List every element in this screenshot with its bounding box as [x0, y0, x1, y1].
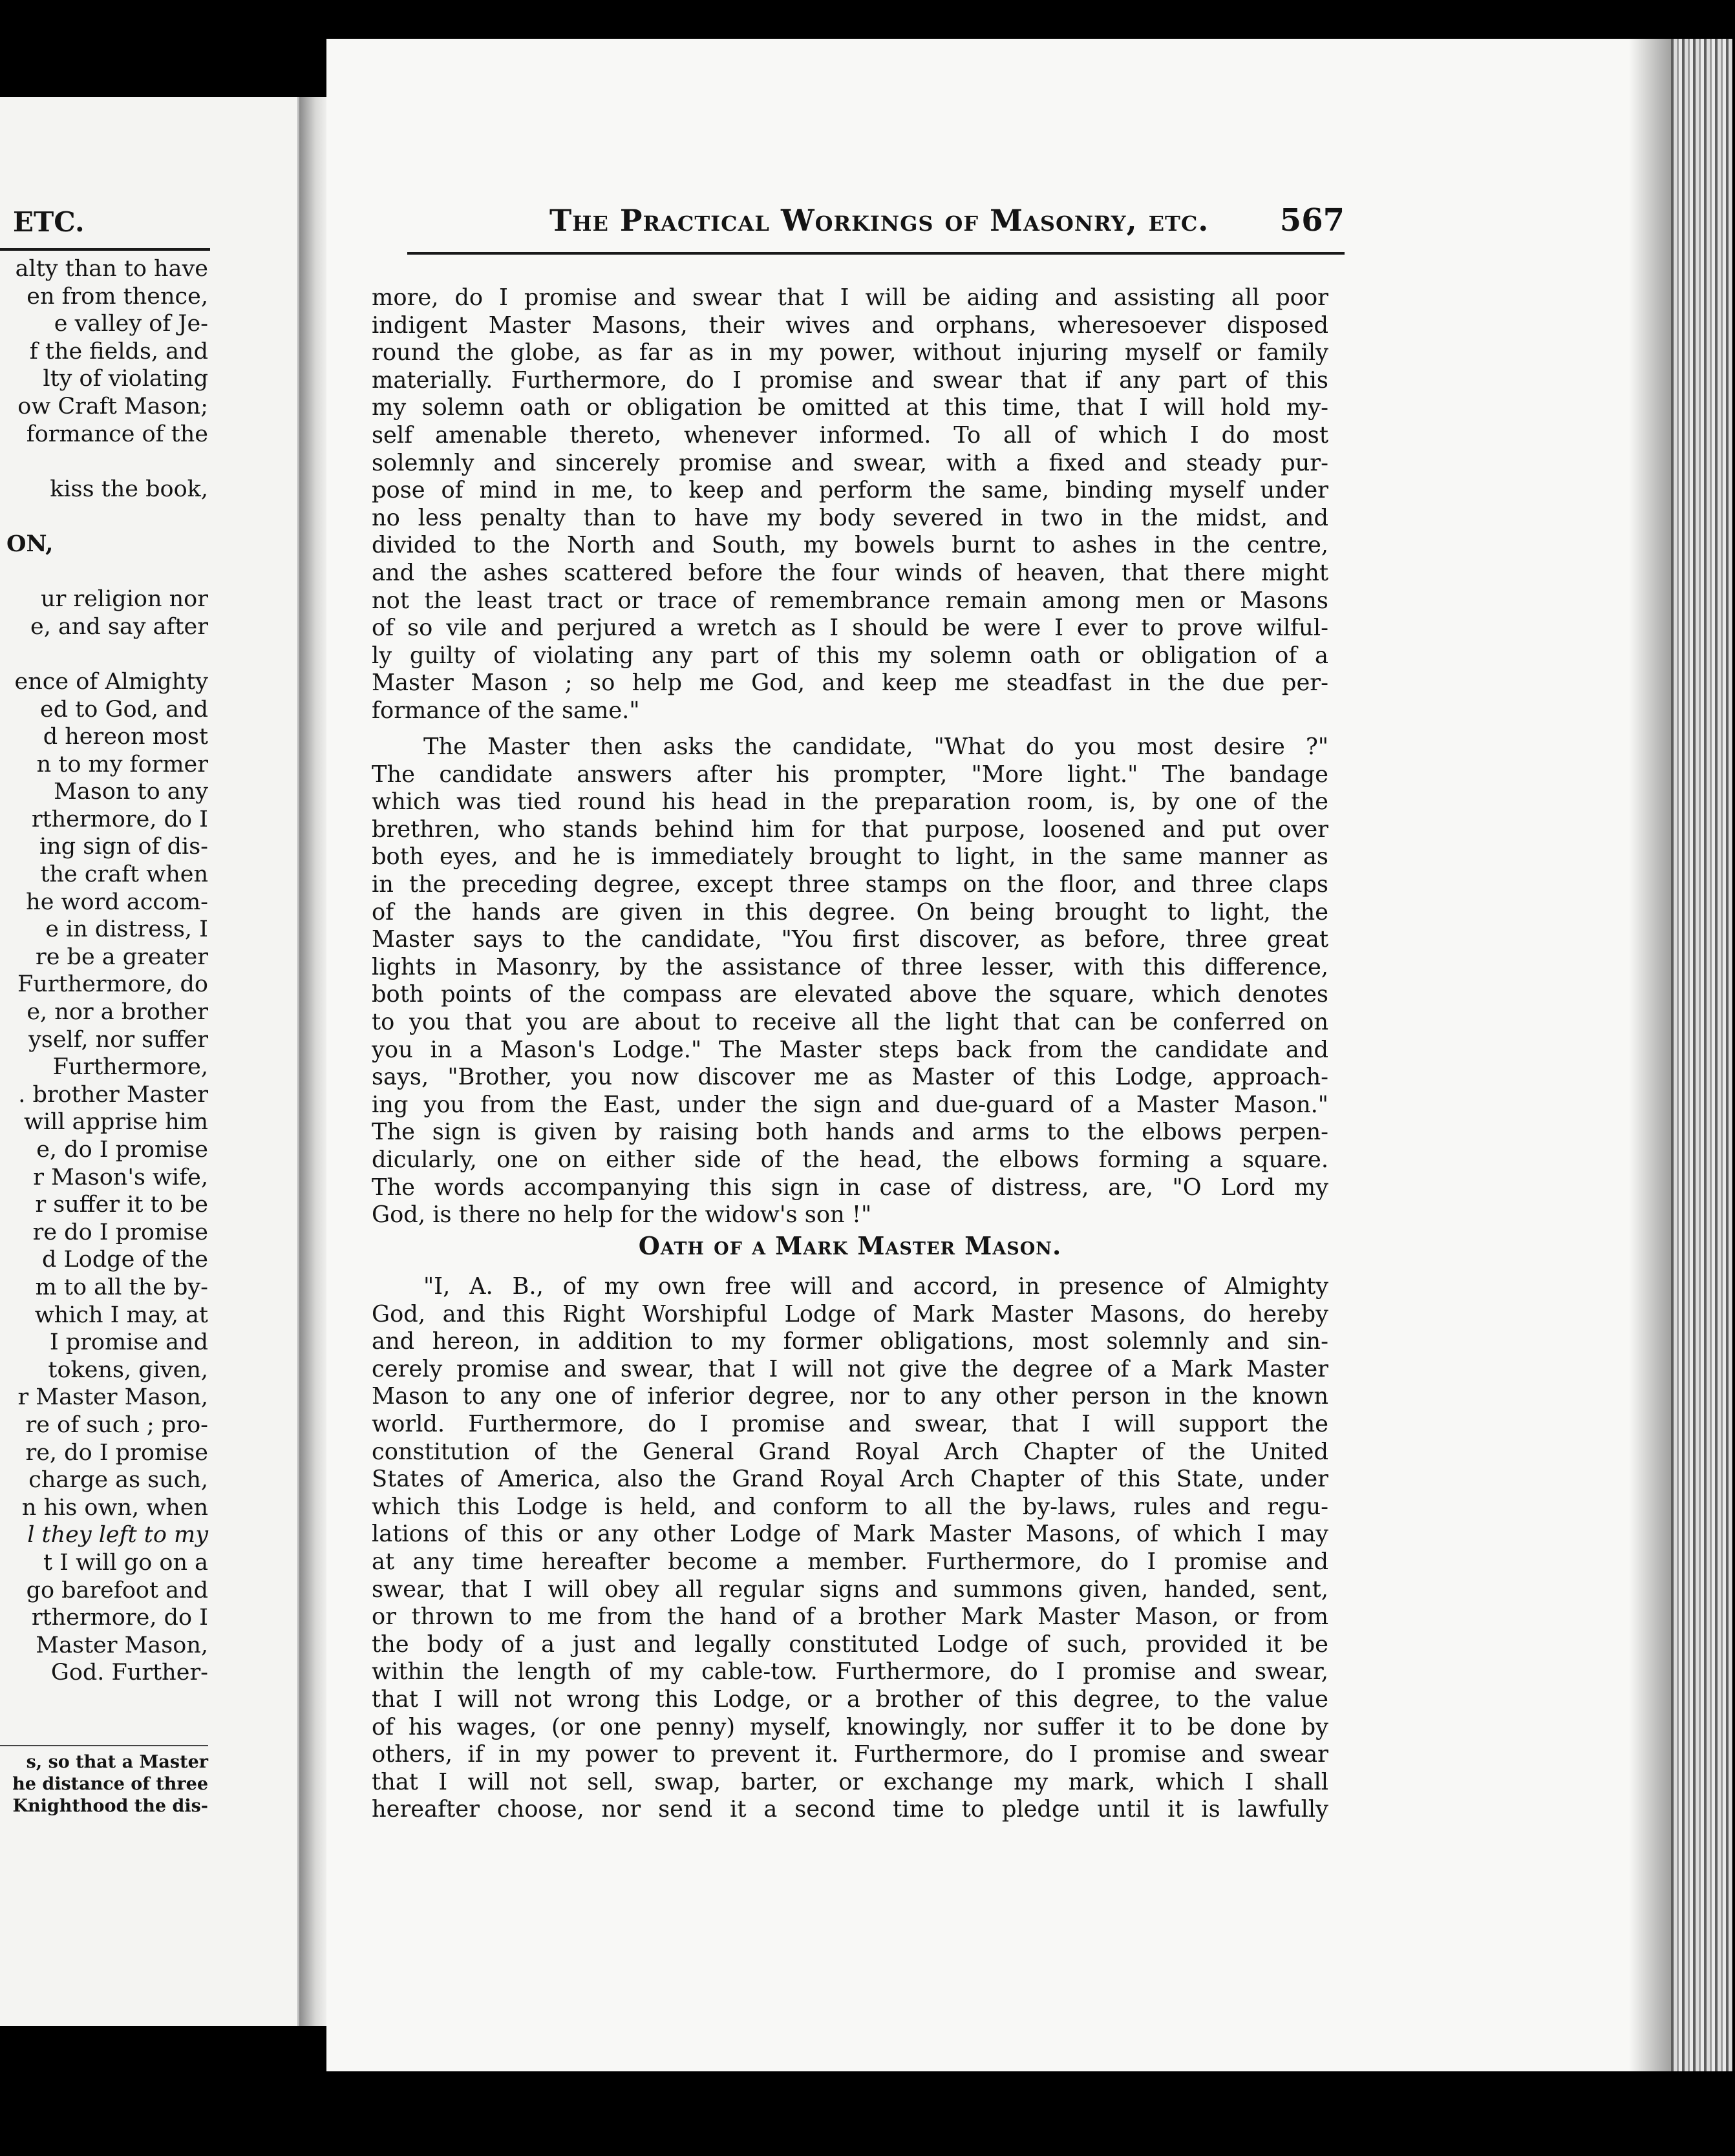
text-line: God, and this Right Worshipful Lodge of Mark Master Masons, do hereby [372, 1300, 1328, 1327]
left-text-line: d Lodge of the [42, 1247, 208, 1273]
text-line: Master says to the candidate, "You first discover, as before, three great [372, 926, 1328, 953]
text-line: Master Mason ; so help me God, and keep me steadfast in the due per- [372, 670, 1328, 697]
left-text-line: l they left to my [27, 1522, 208, 1548]
left-text-line: Furthermore, do [17, 971, 208, 998]
left-text-line: Master Mason, [36, 1632, 208, 1658]
text-line: that I will not sell, swap, barter, or exchange my mark, which I shall [372, 1768, 1328, 1795]
left-page-footnote [0, 1745, 208, 1823]
running-title: The Practical Workings of Masonry, etc. [549, 203, 1209, 238]
left-text-line [0, 448, 208, 476]
left-text-line: m to all the by- [35, 1274, 208, 1300]
text-line: not the least tract or trace of remembrance remain among men or Masons [372, 587, 1328, 614]
left-text-line: yself, nor suffer [28, 1026, 208, 1053]
paragraph-master-light [372, 734, 1328, 1229]
text-line: both eyes, and he is immediately brought to light, in the same manner as [372, 843, 1328, 871]
left-text-line: re do I promise [32, 1219, 208, 1245]
left-text-line: which I may, at [34, 1302, 208, 1328]
left-text-line: lty of violating [43, 366, 208, 392]
text-line: in the preceding degree, except three stamps on the floor, and three claps [372, 871, 1328, 898]
text-line: at any time hereafter become a member. Furthermore, do I promise and [372, 1548, 1328, 1575]
left-text-line: n his own, when [21, 1494, 208, 1521]
text-line: of his wages, (or one penny) myself, knowingly, nor suffer it to be done by [372, 1713, 1328, 1740]
left-text-line: t I will go on a [43, 1549, 208, 1576]
left-text-line: re be a greater [35, 944, 208, 970]
left-text-line: ur religion nor [41, 586, 208, 613]
text-line: world. Furthermore, do I promise and swear, that I will support the [372, 1410, 1328, 1437]
text-line: "I, A. B., of my own free will and accord, in presence of Almighty [423, 1273, 1328, 1300]
text-line: materially. Furthermore, do I promise and swear that if any part of this [372, 366, 1328, 394]
left-text-line: r suffer it to be [35, 1192, 208, 1218]
text-line: divided to the North and South, my bowels burnt to ashes in the centre, [372, 532, 1328, 559]
left-page-text [0, 255, 208, 1819]
left-text-line: e, and say after [30, 613, 208, 640]
page-edges [1671, 39, 1732, 2071]
text-line: States of America, also the Grand Royal Arch Chapter of this State, under [372, 1466, 1328, 1493]
left-text-line: e valley of Je- [54, 311, 208, 337]
left-text-line [0, 558, 208, 586]
left-text-line: rthermore, do I [31, 806, 208, 832]
left-text-line: Furthermore, [52, 1054, 208, 1081]
left-text-line: kiss the book, [50, 476, 208, 502]
left-text-line: n to my former [36, 751, 208, 777]
text-line: indigent Master Masons, their wives and orphans, wheresoever disposed [372, 312, 1328, 339]
text-line: and the ashes scattered before the four winds of heaven, that there might [372, 559, 1328, 586]
text-line: more, do I promise and swear that I will be aiding and assisting all poor [372, 284, 1328, 311]
text-line: you in a Mason's Lodge." The Master steps back from the candidate and [372, 1036, 1328, 1063]
running-header [407, 191, 1345, 255]
text-line: pose of mind in me, to keep and perform the same, binding myself under [372, 477, 1328, 504]
left-text-line: I promise and [49, 1329, 208, 1356]
left-text-line [0, 640, 208, 668]
text-line: constitution of the General Grand Royal Arch Chapter of the United [372, 1438, 1328, 1465]
text-line: self amenable thereto, whenever informed. To all of which I do most [372, 421, 1328, 449]
text-line: lations of this or any other Lodge of Mark Master Masons, of which I may [372, 1521, 1328, 1548]
text-line: within the length of my cable-tow. Furthermore, do I promise and swear, [372, 1658, 1328, 1686]
left-text-line: e in distress, I [45, 916, 208, 943]
left-text-line: go barefoot and [26, 1577, 208, 1603]
left-text-line: formance of the [26, 421, 208, 447]
left-text-line: d hereon most [43, 724, 208, 750]
text-line: which this Lodge is held, and conform to all the by-laws, rules and regu- [372, 1493, 1328, 1520]
text-line: ly guilty of violating any part of this my solemn oath or obligation of a [372, 642, 1328, 669]
left-text-line: . brother Master [18, 1081, 208, 1108]
text-line: dicularly, one on either side of the head, the elbows forming a square. [372, 1146, 1328, 1173]
paragraph-oath-continued [372, 284, 1328, 730]
left-text-line: e, do I promise [36, 1137, 208, 1163]
left-text-line: Mason to any [54, 779, 208, 805]
text-line: The candidate answers after his prompter, "More light." The bandage [372, 761, 1328, 788]
left-text-line: r Master Mason, [17, 1384, 208, 1411]
left-text-line: alty than to have [15, 256, 208, 282]
text-line: no less penalty than to have my body severed in two in the midst, and [372, 504, 1328, 531]
left-text-line: e, nor a brother [27, 999, 208, 1026]
book-gutter [299, 97, 326, 2026]
text-line: of the hands are given in this degree. On being brought to light, the [372, 898, 1328, 925]
left-text-line: God. Further- [50, 1660, 208, 1686]
text-line: formance of the same." [372, 697, 640, 724]
left-text-line: he word accom- [26, 889, 208, 915]
footnote-line: Knighthood the dis- [12, 1796, 208, 1816]
text-line: which was tied round his head in the preparation room, is, by one of the [372, 788, 1328, 816]
footnote-line: he distance of three [12, 1774, 208, 1794]
left-text-line: re of such ; pro- [25, 1411, 208, 1438]
text-line: to you that you are about to receive all the light that can be conferred on [372, 1008, 1328, 1035]
text-line: round the globe, as far as in my power, without injuring myself or family [372, 339, 1328, 366]
left-text-line: will apprise him [24, 1109, 208, 1136]
paragraph-mark-master-oath [372, 1273, 1328, 1842]
text-line: of so vile and perjured a wretch as I should be were I ever to prove wilful- [372, 615, 1328, 642]
left-text-line: ed to God, and [39, 696, 208, 723]
text-line: The sign is given by raising both hands and arms to the elbows perpen- [372, 1119, 1328, 1146]
left-text-line: re, do I promise [25, 1439, 208, 1466]
footnote-line: s, so that a Master [26, 1752, 208, 1772]
section-heading: Oath of a Mark Master Mason. [638, 1231, 1062, 1260]
text-line: solemnly and sincerely promise and swear, with a fixed and steady pur- [372, 449, 1328, 476]
text-line: ing you from the East, under the sign and due-guard of a Master Mason." [372, 1091, 1328, 1118]
text-line: or thrown to me from the hand of a brother Mark Master Mason, or from [372, 1603, 1328, 1631]
left-text-line [0, 503, 208, 531]
text-line: that I will not wrong this Lodge, or a brother of this degree, to the value [372, 1686, 1328, 1713]
left-page-header: ETC. [0, 194, 210, 251]
text-line: others, if in my power to prevent it. Furthermore, do I promise and swear [372, 1741, 1328, 1768]
text-line: The words accompanying this sign in case of distress, are, "O Lord my [372, 1174, 1328, 1201]
page-number: 567 [1279, 202, 1345, 238]
left-text-line: f the fields, and [29, 338, 208, 365]
text-line: my solemn oath or obligation be omitted at this time, that I will hold my- [372, 394, 1328, 421]
left-text-line: tokens, given, [48, 1357, 208, 1383]
left-text-line: the craft when [40, 861, 208, 888]
text-line: the body of a just and legally constituted Lodge of such, provided it be [372, 1631, 1328, 1658]
left-text-line: ing sign of dis- [39, 834, 208, 860]
text-line: The Master then asks the candidate, "What do you most desire ?" [423, 734, 1328, 760]
left-text-line: rthermore, do I [31, 1605, 208, 1631]
left-text-line: charge as such, [28, 1467, 208, 1494]
text-line: and hereon, in addition to my former obligations, most solemnly and sin- [372, 1328, 1328, 1355]
text-line: swear, that I will obey all regular signs and summons given, handed, sent, [372, 1576, 1328, 1603]
page-edge-shadow [1629, 39, 1671, 2071]
text-line: hereafter choose, nor send it a second time to pledge until it is lawfully [372, 1796, 1328, 1823]
left-text-line: ON, [6, 530, 54, 557]
text-line: Mason to any one of inferior degree, nor to any other person in the known [372, 1383, 1328, 1410]
text-line: lights in Masonry, by the assistance of three lesser, with this difference, [372, 953, 1328, 980]
text-line: God, is there no help for the widow's son !" [372, 1201, 872, 1229]
text-line: both points of the compass are elevated above the square, which denotes [372, 981, 1328, 1008]
left-text-line: ence of Almighty [14, 668, 208, 695]
text-line: cerely promise and swear, that I will not give the degree of a Mark Master [372, 1355, 1328, 1382]
left-text-line: en from thence, [27, 283, 208, 310]
text-line: says, "Brother, you now discover me as Master of this Lodge, approach- [372, 1064, 1328, 1091]
left-text-line: ow Craft Mason; [17, 393, 208, 419]
text-line: brethren, who stands behind him for that purpose, loosened and put over [372, 816, 1328, 843]
left-text-line: r Mason's wife, [33, 1164, 208, 1190]
